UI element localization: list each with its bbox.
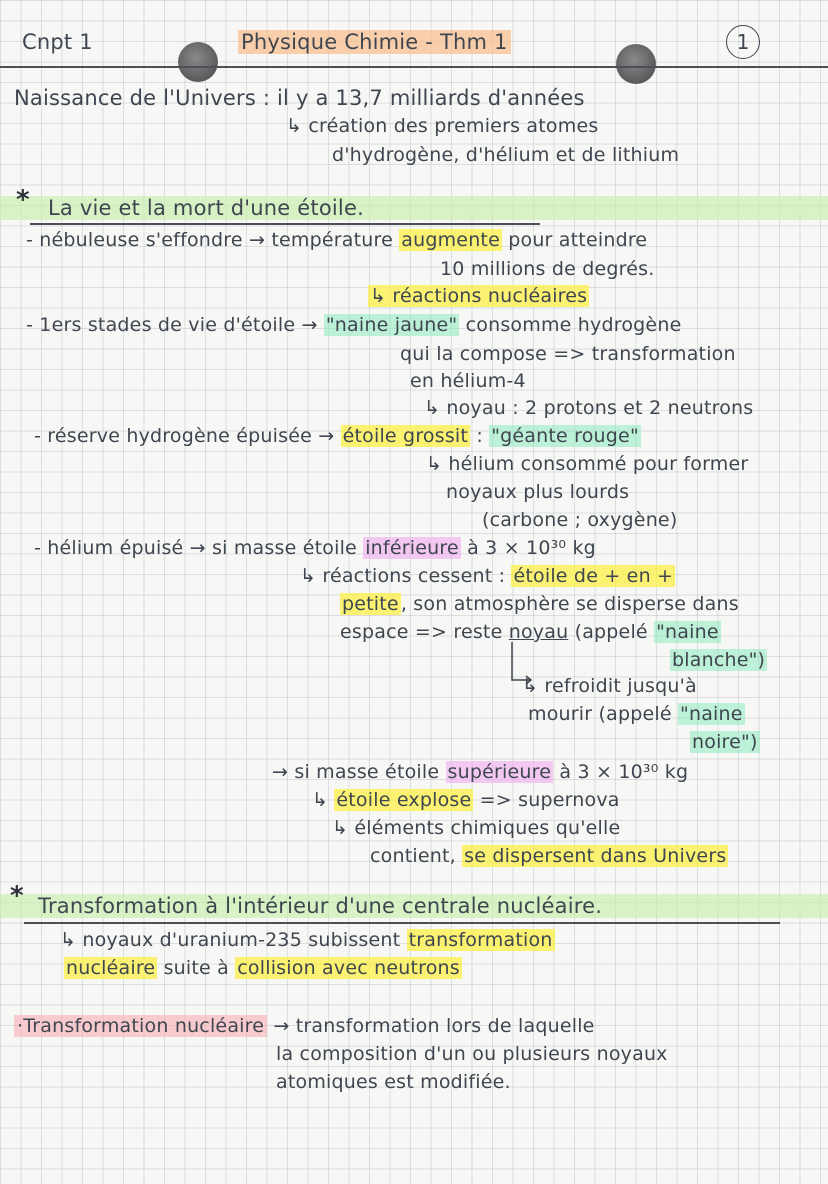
section2-heading: Transformation à l'intérieur d'une centrale nucléaire. [38, 894, 603, 918]
lower-mass-highlight: inférieure [365, 537, 459, 559]
contains-text: contient, [370, 845, 456, 867]
stage1-line-4: ↳ noyau : 2 protons et 2 neutrons [424, 397, 754, 419]
reserve-line-2: ↳ hélium consommé pour former [426, 453, 749, 475]
helium-suffix: à 3 × 10³⁰ kg [467, 537, 596, 559]
helium-line-8 [690, 730, 760, 754]
definition-line-3: atomiques est modifiée. [276, 1071, 511, 1093]
reserve-colon: : [476, 425, 483, 447]
yellow-dwarf-highlight: "naine jaune" [325, 314, 458, 336]
nebula-line-3 [368, 284, 589, 308]
massive-text: → si masse étoile [272, 761, 440, 783]
section2-line-1 [60, 928, 555, 952]
black-dwarf-highlight-2: noire") [692, 731, 758, 753]
supernova-text: => supernova [479, 789, 620, 811]
stage1-suffix: consomme hydrogène [465, 314, 682, 336]
intro-line-2: ↳ création des premiers atomes [286, 115, 599, 137]
stage1-line-2: qui la compose => transformation [400, 343, 736, 365]
transformation-highlight: transformation [408, 929, 553, 951]
star-smaller-highlight: étoile de + en + [513, 565, 674, 587]
section1-heading: La vie et la mort d'une étoile. [48, 196, 364, 220]
intro-line-1: Naissance de l'Univers : il y a 13,7 milliards d'années [14, 86, 585, 110]
massive-line-1 [272, 760, 688, 784]
helium-line-3 [340, 592, 739, 616]
section2-star-icon: * [10, 881, 24, 911]
white-dwarf-highlight-2: blanche") [672, 649, 766, 671]
definition-line-2: la composition d'un ou plusieurs noyaux [276, 1043, 668, 1065]
reserve-line-3: noyaux plus lourds [446, 481, 630, 503]
punch-hole-left [178, 42, 218, 82]
called-text: (appelé [574, 621, 648, 643]
nebula-line-2: 10 millions de degrés. [440, 258, 655, 280]
helium-line-1 [34, 536, 596, 560]
red-giant-highlight: "géante rouge" [491, 425, 639, 447]
stage1-line-3: en hélium-4 [410, 370, 526, 392]
massive-line-3: ↳ éléments chimiques qu'elle [332, 817, 621, 839]
stage1-text: - 1ers stades de vie d'étoile → [26, 314, 318, 336]
uranium-text: ↳ noyaux d'uranium-235 subissent [60, 929, 401, 951]
helium-line-5 [670, 648, 767, 672]
section2-line-2 [64, 956, 462, 980]
remains-text: espace => reste [340, 621, 503, 643]
massive-line-4 [370, 844, 728, 868]
reserve-text: - réserve hydrogène épuisée → [34, 425, 335, 447]
atmosphere-text: , son atmosphère se disperse dans [400, 593, 739, 615]
punch-hole-right [616, 44, 656, 84]
page-number: 1 [726, 25, 760, 59]
nebula-highlight: augmente [401, 229, 500, 251]
definition-line-1 [14, 1014, 595, 1038]
massive-line-2 [312, 788, 620, 812]
mourir-text: mourir (appelé [528, 703, 672, 725]
nuclear-reactions-highlight: ↳ réactions nucléaires [370, 285, 588, 307]
helium-line-6: ↳ refroidit jusqu'à [522, 675, 697, 697]
intro-line-3: d'hydrogène, d'hélium et de lithium [332, 144, 680, 166]
definition-text: → transformation lors de laquelle [273, 1015, 595, 1037]
section1-star-icon: * [16, 185, 30, 215]
section2-heading-rule [24, 922, 780, 924]
collision-highlight: collision avec neutrons [237, 957, 460, 979]
reserve-line-4: (carbone ; oxygène) [482, 509, 678, 531]
nebula-line-1 [26, 228, 647, 252]
helium-line-7 [528, 702, 745, 726]
star-grows-highlight: étoile grossit [342, 425, 469, 447]
helium-line-2 [300, 564, 675, 588]
stage1-line-1 [26, 313, 681, 337]
section1-heading-rule [30, 223, 540, 225]
nebula-text: - nébuleuse s'effondre → température [26, 229, 393, 251]
page-title: Physique Chimie - Thm 1 [238, 30, 511, 54]
white-dwarf-highlight-1: "naine [656, 621, 719, 643]
disperse-highlight: se dispersent dans Univers [464, 845, 727, 867]
nebula-suffix: pour atteindre [508, 229, 648, 251]
nuclear-highlight: nucléaire [66, 957, 156, 979]
arrow-text: ↳ [312, 789, 329, 811]
helium-text: - hélium épuisé → si masse étoile [34, 537, 357, 559]
reserve-line-1 [34, 424, 641, 448]
massive-suffix: à 3 × 10³⁰ kg [559, 761, 689, 783]
higher-mass-highlight: supérieure [447, 761, 552, 783]
definition-term: ·Transformation nucléaire [14, 1015, 267, 1037]
star-explodes-highlight: étoile explose [336, 789, 472, 811]
header-rule [0, 66, 828, 68]
chapter-label: Cnpt 1 [22, 30, 93, 54]
petite-highlight: petite [342, 593, 399, 615]
noyau-underlined: noyau [508, 621, 569, 643]
following-text: suite à [163, 957, 230, 979]
black-dwarf-highlight-1: "naine [680, 703, 743, 725]
reactions-stop-text: ↳ réactions cessent : [300, 565, 506, 587]
